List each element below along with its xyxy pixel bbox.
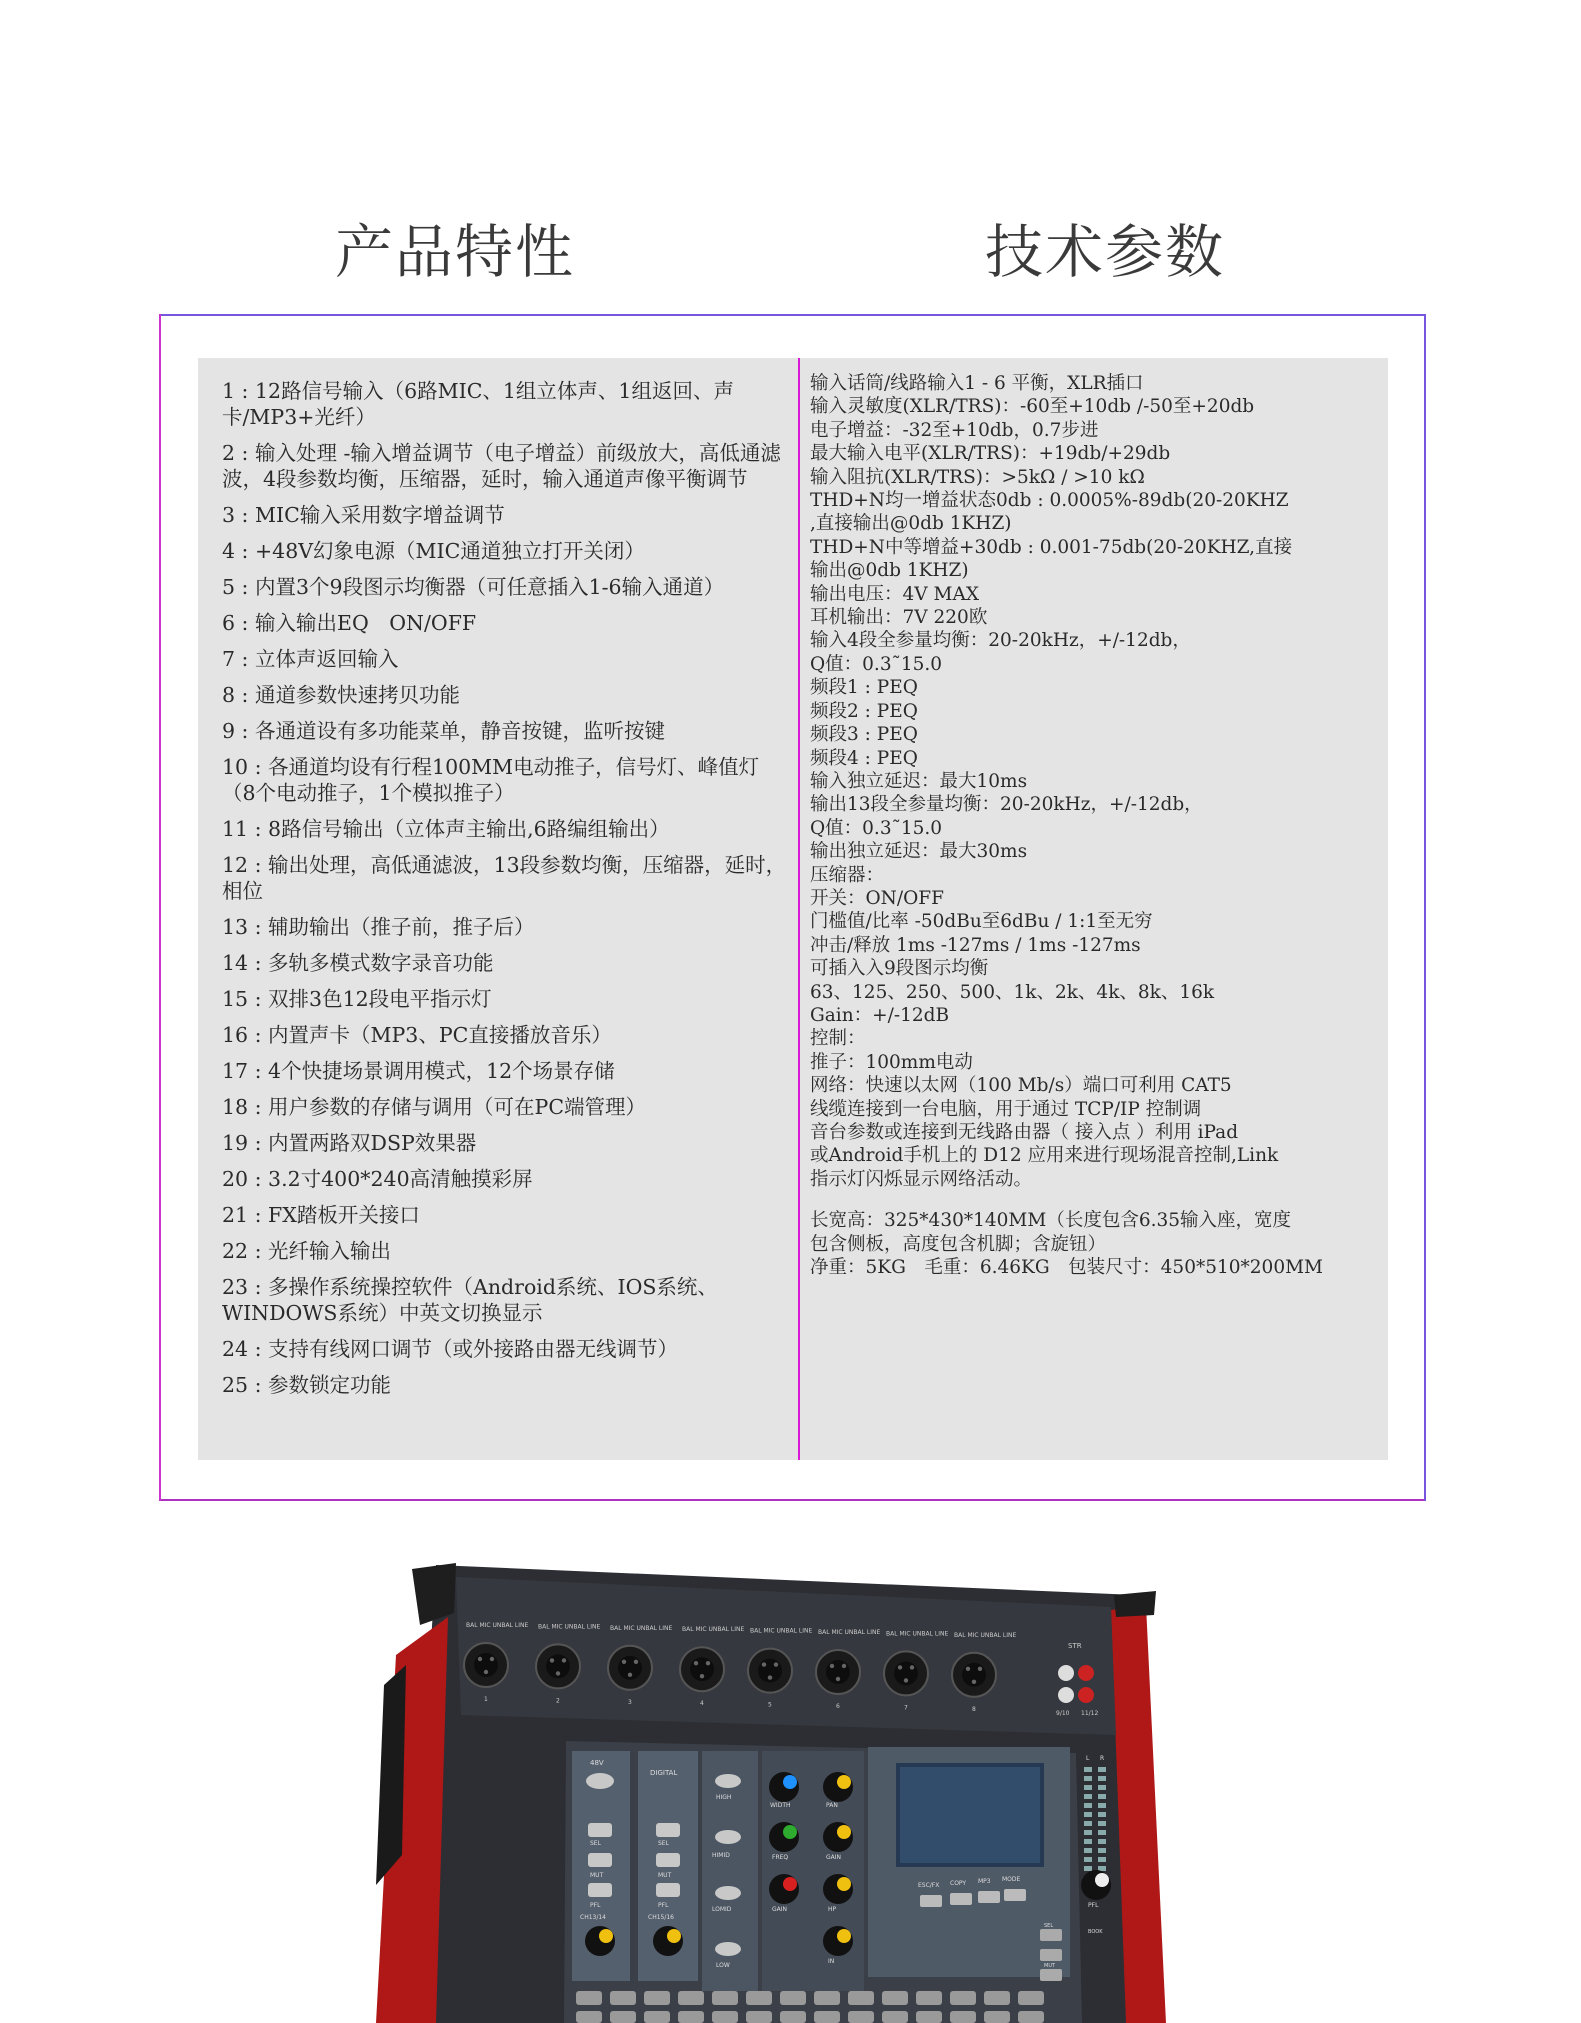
jack-label: BAL MIC UNBAL LINE: [818, 1629, 881, 1636]
channel-button: [644, 2011, 670, 2023]
phantom-label: 48V: [590, 1759, 604, 1767]
channel-button: [984, 2011, 1010, 2023]
right-button: [1040, 1969, 1062, 1981]
mut-label: MUT: [658, 1872, 672, 1879]
meter-led: [1084, 1866, 1092, 1871]
meter-led: [1098, 1803, 1106, 1808]
feature-item: 4 : +48V幻象电源（MIC通道独立打开关闭）: [222, 539, 645, 563]
knob-cap: [783, 1825, 797, 1839]
left-handle: [376, 1665, 406, 1885]
meter-led: [1084, 1767, 1092, 1772]
mixer-illustration: [376, 1555, 1166, 2023]
jack-pin: [774, 1662, 778, 1666]
channel-number: 4: [700, 1700, 704, 1708]
param-line: 指示灯闪烁显示网络活动。: [810, 1168, 1033, 1190]
param-line: 63、125、250、500、1k、2k、4k、8k、16k: [810, 981, 1215, 1003]
jack-label: BAL MIC UNBAL LINE: [682, 1626, 745, 1634]
scene-label: MODE: [1002, 1876, 1021, 1883]
scene-label: ESC/FX: [918, 1882, 940, 1889]
scene-label: COPY: [950, 1880, 967, 1887]
channel-button: [780, 1991, 806, 2005]
channel-number: 3: [628, 1698, 632, 1706]
channel-button: [746, 1991, 772, 2005]
feature-item: 20 : 3.2寸400*240高清触摸彩屏: [222, 1167, 533, 1191]
knob-cap: [783, 1775, 797, 1789]
right-corner-cap: [1114, 1591, 1156, 1617]
knob-cap: [599, 1929, 613, 1943]
meter-led: [1084, 1857, 1092, 1862]
eq-button: [715, 1830, 741, 1844]
jack-pin: [490, 1657, 494, 1661]
param-line: 频段1 : PEQ: [810, 677, 918, 699]
jack-pin: [700, 1674, 704, 1678]
channel-button: [950, 2011, 976, 2023]
meter-led: [1084, 1803, 1092, 1808]
jack-label: BAL MIC UNBAL LINE: [750, 1627, 813, 1635]
param-line: 频段4 : PEQ: [810, 747, 918, 769]
channel-number: 6: [836, 1703, 840, 1710]
in-label: IN: [828, 1958, 835, 1965]
channel-number: 7: [904, 1704, 908, 1712]
jack-label: BAL MIC UNBAL LINE: [886, 1630, 949, 1638]
eq-himid-label: HIMID: [712, 1852, 730, 1859]
meter-led: [1084, 1830, 1092, 1835]
eq-high-label: HIGH: [716, 1794, 732, 1801]
param-line: 输入独立延迟：最大10ms: [810, 770, 1028, 792]
feature-item: 10 : 各通道均设有行程100MM电动推子，信号灯、峰值灯（8个电动推子，1个模拟推子）: [222, 755, 760, 805]
channel-button: [610, 2011, 636, 2023]
param-line: 音台参数或连接到无线路由器（ 接入点 ）利用 iPad: [810, 1122, 1239, 1143]
channel-label: CH15/16: [648, 1914, 674, 1921]
meter-led: [1084, 1848, 1092, 1853]
jack-pin: [478, 1657, 482, 1661]
str-sub-label: 9/10: [1056, 1710, 1070, 1717]
feature-item: 18 : 用户参数的存储与调用（可在PC端管理）: [222, 1095, 647, 1119]
right-label: BOOK: [1088, 1929, 1103, 1935]
channel-button: [950, 1991, 976, 2005]
channel-button: [712, 1991, 738, 2005]
knob-cap: [783, 1877, 797, 1891]
channel-button: [712, 2011, 738, 2023]
jack-pin: [972, 1680, 976, 1684]
channel-button: [916, 1991, 942, 2005]
feature-item: 5 : 内置3个9段图示均衡器（可任意插入1-6输入通道）: [222, 575, 725, 599]
param-line: Q值：0.3˜15.0: [810, 817, 943, 839]
gain-label: GAIN: [772, 1906, 788, 1913]
jack-pin: [842, 1664, 846, 1668]
eq-button: [715, 1774, 741, 1788]
param-line: 长宽高：325*430*140MM（长度包含6.35输入座，宽度: [810, 1210, 1292, 1232]
jack-pin: [904, 1678, 908, 1682]
right-label: MUT: [1044, 1963, 1056, 1969]
lcd-screen-inner: [900, 1767, 1040, 1863]
param-line: 输入4段全参量均衡：20-20kHz，+/-12db，: [810, 630, 1191, 652]
param-line: THD+N均一增益状态0db : 0.0005%-89db(20-20KHZ: [810, 490, 1289, 512]
jack-pin: [484, 1670, 488, 1674]
param-line: 电子增益：-32至+10db，0.7步进: [810, 419, 1099, 441]
jack-pin: [628, 1673, 632, 1677]
param-line: 线缆连接到一台电脑，用于通过 TCP/IP 控制调: [810, 1098, 1202, 1120]
param-line: 输入阻抗(XLR/TRS)：>5kΩ / >10 kΩ: [810, 466, 1145, 488]
features-list: [222, 378, 792, 1408]
meter-led: [1098, 1776, 1106, 1781]
jack-label: BAL MIC UNBAL LINE: [610, 1624, 673, 1632]
channel-label: CH13/14: [580, 1914, 606, 1921]
param-line: 或Android手机上的 D12 应用来进行现场混音控制,Link: [810, 1145, 1279, 1167]
jack-label: BAL MIC UNBAL LINE: [954, 1631, 1017, 1639]
channel-button: [780, 2011, 806, 2023]
channel-button: [678, 2011, 704, 2023]
meter-led: [1098, 1812, 1106, 1817]
jack-pin: [634, 1660, 638, 1664]
param-line: 输出电压：4V MAX: [810, 583, 979, 605]
param-line: 推子：100mm电动: [810, 1051, 973, 1073]
param-line: 包含侧板，高度包含机脚；含旋钮）: [810, 1233, 1107, 1255]
jack-pin: [910, 1665, 914, 1669]
param-line: Gain：+/-12dB: [810, 1004, 950, 1026]
meter-led: [1084, 1776, 1092, 1781]
phantom-button: [586, 1773, 614, 1789]
channel-number: 8: [972, 1705, 976, 1713]
rca-jack: [1078, 1687, 1094, 1703]
mut-button: [656, 1853, 680, 1867]
params-list: [810, 372, 1386, 1279]
right-button: [1040, 1929, 1062, 1941]
param-line: 频段2 : PEQ: [810, 700, 918, 722]
channel-button: [984, 1991, 1010, 2005]
param-line: 门槛值/比率 -50dBu至6dBu / 1:1至无穷: [810, 911, 1153, 933]
feature-item: 7 : 立体声返回输入: [222, 647, 399, 671]
channel-number: 2: [556, 1697, 560, 1705]
mixer-product-photo: [376, 1555, 1166, 2023]
product-features-title: 产品特性: [335, 218, 576, 286]
width-label: WIDTH: [770, 1802, 791, 1809]
param-line: 输出独立延迟：最大30ms: [810, 841, 1028, 863]
jack-pin: [694, 1661, 698, 1665]
param-line: 网络：快速以太网（100 Mb/s）端口可利用 CAT5: [810, 1075, 1232, 1097]
sel-label: SEL: [590, 1840, 601, 1847]
sel-button: [656, 1823, 680, 1837]
feature-item: 6 : 输入输出EQ ON/OFF: [222, 611, 477, 635]
pfl-label: PFL: [658, 1902, 669, 1909]
channel-button: [916, 2011, 942, 2023]
scene-button: [920, 1895, 942, 1907]
feature-item: 3 : MIC输入采用数字增益调节: [222, 503, 505, 527]
eq-button: [715, 1886, 741, 1900]
param-line: 冲击/释放 1ms -127ms / 1ms -127ms: [810, 934, 1141, 956]
meter-led: [1084, 1812, 1092, 1817]
meter-led: [1084, 1839, 1092, 1844]
channel-button: [848, 2011, 874, 2023]
feature-item: 16 : 内置声卡（MP3、PC直接播放音乐）: [222, 1023, 612, 1047]
pfl-button: [588, 1883, 612, 1897]
rca-jack: [1058, 1687, 1074, 1703]
jack-pin: [562, 1658, 566, 1662]
channel-button: [576, 2011, 602, 2023]
channel-number: 5: [768, 1701, 772, 1709]
jack-pin: [830, 1664, 834, 1668]
channel-button: [814, 2011, 840, 2023]
mut-button: [588, 1853, 612, 1867]
meter-led: [1098, 1794, 1106, 1799]
feature-item: 17 : 4个快捷场景调用模式，12个场景存储: [222, 1059, 615, 1083]
jack-pin: [898, 1665, 902, 1669]
param-line: 输入灵敏度(XLR/TRS)：-60至+10db /-50至+20db: [810, 396, 1255, 418]
rca-jack: [1058, 1665, 1074, 1681]
feature-item: 14 : 多轨多模式数字录音功能: [222, 951, 494, 975]
param-line: 耳机输出：7V 220欧: [810, 607, 988, 629]
knob-cap: [1095, 1873, 1109, 1887]
jack-pin: [706, 1661, 710, 1665]
param-line: 压缩器：: [810, 864, 885, 886]
meter-label: L: [1086, 1755, 1090, 1762]
feature-item: 13 : 辅助输出（推子前，推子后）: [222, 915, 535, 939]
param-line: ,直接输出@0db 1KHZ): [810, 513, 1012, 535]
feature-item: 22 : 光纤输入输出: [222, 1239, 392, 1263]
gain-label: GAIN: [826, 1854, 842, 1861]
jack-pin: [556, 1671, 560, 1675]
channel-button: [678, 1991, 704, 2005]
meter-led: [1098, 1767, 1106, 1772]
param-line: THD+N中等增益+30db : 0.001-75db(20-20KHZ,直接: [810, 536, 1293, 558]
channel-button: [882, 1991, 908, 2005]
feature-item: 25 : 参数锁定功能: [222, 1373, 392, 1397]
scene-button: [1004, 1889, 1026, 1901]
feature-item: 11 : 8路信号输出（立体声主输出,6路编组输出）: [222, 817, 670, 841]
param-line: 频段3 : PEQ: [810, 724, 918, 746]
meter-led: [1098, 1830, 1106, 1835]
eq-low-label: LOW: [716, 1962, 730, 1969]
jack-pin: [836, 1677, 840, 1681]
digital-label: DIGITAL: [650, 1769, 678, 1777]
knob-cap: [837, 1825, 851, 1839]
pfl-label: PFL: [590, 1902, 601, 1909]
meter-led: [1084, 1785, 1092, 1790]
meter-led: [1098, 1839, 1106, 1844]
tech-specs-title: 技术参数: [985, 218, 1226, 286]
column-divider: [798, 358, 800, 1460]
channel-button: [848, 1991, 874, 2005]
meter-label: R: [1100, 1755, 1105, 1762]
str-label: STR: [1068, 1642, 1082, 1650]
channel-number: 1: [484, 1696, 488, 1703]
channel-button: [882, 2011, 908, 2023]
feature-item: 1 : 12路信号输入（6路MIC、1组立体声、1组返回、声卡/MP3+光纤）: [222, 379, 734, 429]
eq-button: [715, 1942, 741, 1956]
param-line: 控制：: [810, 1028, 866, 1050]
str-sub-label: 11/12: [1081, 1710, 1099, 1717]
channel-button: [814, 1991, 840, 2005]
param-line: 开关：ON/OFF: [810, 887, 944, 909]
feature-item: 2 : 输入处理 -输入增益调节（电子增益）前级放大，高低通滤波，4段参数均衡，压缩器，延时，输入通道声像平衡调节: [222, 441, 781, 491]
jack-pin: [978, 1667, 982, 1671]
channel-button: [644, 1991, 670, 2005]
meter-led: [1098, 1857, 1106, 1862]
eq-lomid-label: LOMID: [712, 1906, 732, 1913]
knob-cap: [837, 1877, 851, 1891]
feature-item: 12 : 输出处理，高低通滤波，13段参数均衡，压缩器，延时，相位: [222, 853, 787, 903]
jack-pin: [550, 1658, 554, 1662]
feature-item: 19 : 内置两路双DSP效果器: [222, 1131, 477, 1155]
meter-led: [1098, 1848, 1106, 1853]
param-line: Q值：0.3˜15.0: [810, 653, 943, 675]
right-label: SEL: [1044, 1923, 1054, 1929]
knob-cap: [667, 1929, 681, 1943]
jack-label: BAL MIC UNBAL LINE: [538, 1623, 601, 1631]
feature-item: 8 : 通道参数快速拷贝功能: [222, 683, 460, 707]
jack-pin: [622, 1660, 626, 1664]
sel-button: [588, 1823, 612, 1837]
rca-jack: [1078, 1665, 1094, 1681]
jack-pin: [768, 1675, 772, 1679]
scene-button: [950, 1893, 972, 1905]
channel-button: [1018, 1991, 1044, 2005]
channel-button: [746, 2011, 772, 2023]
knob-cap: [837, 1929, 851, 1943]
pfl-button: [656, 1883, 680, 1897]
meter-led: [1084, 1821, 1092, 1826]
frame-left-border: [159, 314, 161, 1501]
feature-item: 21 : FX踏板开关接口: [222, 1203, 420, 1227]
channel-button: [576, 1991, 602, 2005]
meter-led: [1098, 1785, 1106, 1790]
param-line: 输入话筒/线路输入1 - 6 平衡，XLR插口: [810, 373, 1144, 394]
channel-button: [1018, 2011, 1044, 2023]
pfl-label: PFL: [1088, 1902, 1099, 1909]
frame-bottom-border: [159, 1499, 1426, 1501]
mut-label: MUT: [590, 1872, 604, 1879]
pan-label: PAN: [826, 1802, 838, 1809]
param-gap: [810, 1191, 1386, 1209]
jack-pin: [966, 1667, 970, 1671]
frame-top-border: [159, 314, 1426, 316]
channel-button: [610, 1991, 636, 2005]
feature-item: 24 : 支持有线网口调节（或外接路由器无线调节）: [222, 1337, 679, 1361]
meter-led: [1098, 1821, 1106, 1826]
feature-item: 23 : 多操作系统操控软件（Android系统、IOS系统、WINDOWS系统）中英文切换显示: [222, 1275, 718, 1325]
param-line: 可插入入9段图示均衡: [810, 958, 989, 980]
scene-button: [978, 1891, 1000, 1903]
meter-led: [1084, 1794, 1092, 1799]
knob-cap: [837, 1775, 851, 1789]
freq-label: FREQ: [772, 1854, 789, 1861]
feature-item: 9 : 各通道设有多功能菜单，静音按键，监听按键: [222, 719, 665, 743]
frame-right-border: [1424, 314, 1426, 1501]
param-line: 净重：5KG 毛重：6.46KG 包装尺寸：450*510*200MM: [810, 1257, 1323, 1279]
scene-label: MP3: [978, 1878, 991, 1885]
jack-pin: [762, 1662, 766, 1666]
hp-label: HP: [828, 1906, 837, 1913]
feature-item: 15 : 双排3色12段电平指示灯: [222, 987, 492, 1011]
sel-label: SEL: [658, 1840, 669, 1847]
right-button: [1040, 1949, 1062, 1961]
meter-led: [1098, 1866, 1106, 1871]
jack-label: BAL MIC UNBAL LINE: [466, 1622, 529, 1629]
param-line: 最大输入电平(XLR/TRS)：+19db/+29db: [810, 443, 1171, 465]
param-line: 输出13段全参量均衡：20-20kHz，+/-12db，: [810, 794, 1203, 816]
param-line: 输出@0db 1KHZ): [810, 560, 969, 582]
